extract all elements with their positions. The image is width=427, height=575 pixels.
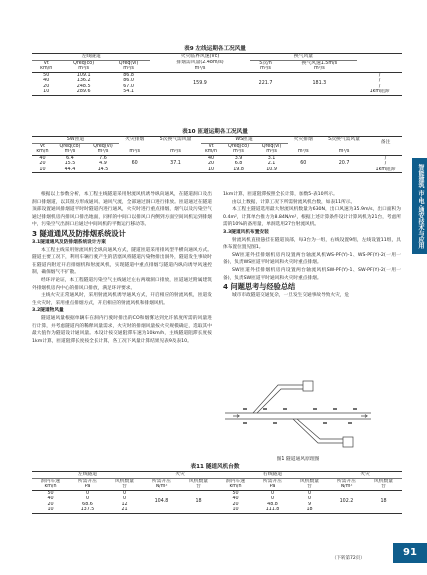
page-number: 91 [393, 543, 427, 563]
table11 [32, 471, 402, 514]
table-row: 10 137.5 21 10 111.8 18 [32, 507, 402, 513]
exhaust-room [303, 381, 313, 391]
table9 [32, 53, 402, 96]
table-header-row: SW匝道 火灾排烟 5次换气需风量 WS匝道 火灾排烟 5次换气需风量 备注 [32, 137, 402, 144]
airflow-arrow [233, 415, 367, 418]
table-header-row: Vt Qreq(co) Qreq(vi) Vt Qreq(co) Qreq(vi) [39, 143, 282, 149]
table-header-row: Vt Qreq(co) Qreq(vi) 排烟需风量(2.48m/s) 5次/h 换气风速1.5m/s [43, 60, 338, 66]
table-units-row: km/h m³/s m³/s m³/s m³/s m³/s [32, 66, 402, 72]
section-tab [412, 158, 427, 254]
paragraph: 射流风机直接悬挂在隧道顶部，每3台为一组，右线设置9组，左线设置11组，具体布置位置见图1。 [223, 237, 401, 251]
ventilation-schematic-figure [223, 373, 373, 453]
table9-caption: 表9 左线运期各工况风量 [184, 46, 246, 52]
table10-caption: 表10 匝道运期各工况风量 [182, 129, 248, 135]
paragraph: 由以上数据，计算工况下所需射流风机台数，如表11所示。 [232, 199, 356, 205]
paragraph: 城市市政隧道交通复杂，一旦发生交通事故导致火灾，危 [232, 293, 350, 299]
exhaust-room [343, 437, 353, 447]
paragraph: 经环评论证，本工程隧道污染空气主线通过左右两端洞口排放，匝道通过附属建筑外排烟机房内中心的排风口排放，满足环评要求。 [32, 277, 212, 291]
continued-note: （下转第72页） [332, 556, 365, 561]
paragraph: SW匝道外挂排烟机房内设置两台轴流风机WS-PF(Y)-1、WS-PF(Y)-2(一用一备)，负责WS匝道平时通风和火灾时重点排烟。 [223, 252, 401, 266]
table-row: 10 44.4 14.5 10 19.8 10.9 1km阻滞 [32, 167, 402, 173]
table-row: 20 15.5 4.9 20 6.8 2.1 / [39, 161, 387, 167]
table-row: 40 6.4 7.6 60 37.1 40 3.9 3.1 60 20.7 / [39, 155, 387, 167]
section-tab-label: 智能建筑 市·电·通安技术与应用 [417, 164, 424, 249]
paragraph: 本工程主线采用射流风机全纵向通风方式，隧道匝道采用排风型半横向通风方式。隧道主要工况下，利用车辆行驶产生的活塞风将隧道污染物排出洞外，隧道发生事故时在隧道内附近开启排烟机和射流风机，实现隧道中重点排烟与隧道内纵向诱导风速控制，确保烟气不扩散。 [32, 247, 212, 276]
table-row: 50 109.1 86.8 159.9 221.7 181.3 / [43, 72, 381, 86]
table-row: 20 68.6 12 20 48.8 9 [47, 501, 312, 507]
figure-caption: 图1 隧道通风原理图 [276, 457, 320, 462]
table-row: 40 136.2 86.0 / [43, 78, 381, 84]
paragraph: 隧道通风量根据单辆车在洞内行驶时排出的CO和烟雾达到允许浓度所需的风量进行计算，并考虑隧道内的稀释风量需求，火灾时的排烟风量按火灾规模确定，选取其中最大值作为隧道设计通风量。本设计按交通阻滞车速为10km/h，主线隧道阻滞长度按1km计算，匝道阻滞长度按全长计算，各工况下风量计算结果见表9及表10。 [32, 315, 212, 344]
table-row: 50 0 0 104.8 18 50 0 0 102.2 18 [47, 490, 387, 504]
table-header-row: 左线隧道 火灾临界风速(Vc) 换气风量 [32, 54, 402, 61]
right-column [223, 191, 401, 300]
paragraph: SW匝道外挂排烟机房内设置两台轴流风机SW-PF(Y)-1、SW-PF(Y)-2(一用一备)，负责SW匝道平时通风和火灾时重点排烟。 [223, 267, 401, 281]
section-heading: 4 问题思考与经验总结 [223, 282, 296, 292]
subsection-heading: 3.3隧道风机布置安装 [223, 229, 269, 235]
subsection-heading: 3.2隧道物风量 [32, 308, 64, 314]
table-header-row: 左线隧道 火灾 右线隧道 火灾 [32, 472, 402, 479]
table-header-row: 洞内车速 所需升压 风机数量 所需升压 风机数量 洞内车速 所需升压 风机数量 所需升压 风机数量 [40, 478, 394, 484]
table-units-row: km/h Pa 台 N/m² 台 km/h Pa 台 N/m² 台 [32, 484, 402, 490]
table-row: 20 248.5 67.0 / [43, 83, 381, 89]
paragraph: 本工程主隧道选用最大射流风机数量为630N，出口风速为35.9m/s，出口面积为0.4m²，计算单台推力为8.84N/m²，根据上述计算条件设计计算风机为21台，考虑所需的10%的备用量，单洞选用27台射流风机。 [223, 207, 401, 228]
section-heading: 3 隧道通风及防排烟系统设计 [32, 228, 126, 238]
paragraph: 主线火灾正常通风时，采用射流风机诱导通风方式，开启相应的射流风机，匝道发生火灾时，采用重点排烟方式，开启相应的射流风机和排烟风机。 [32, 293, 212, 306]
subsection-heading: 3.1隧道通风及防排烟系统设计方案 [32, 239, 106, 245]
table-row: 40 0 0 40 0 0 [47, 496, 312, 502]
table10 [32, 136, 402, 173]
left-column [32, 191, 212, 345]
ramp-line [293, 419, 343, 443]
paragraph: 1km计算，匝道阻滞按照全长计算，加数5-表10所示。 [223, 192, 338, 197]
paragraph: 根据以上参数分析，本工程主线隧道采用射流风机诱导纵向通风，在隧道洞口及出洞口排烟道，以其很方形成通风、通风气流，全部通过洞口进行排放。匝道通过在隧道顶部设置通风排烟道平时时隧道内进行通风，火灾时进行重点排烟，烟气以及污染空气通过排烟机房内排风口排出地面，同样的中间口以排风口内侧到方面空间风机运到排烟中，污染空气出洞口后通过中间风机的平衡运行移动等。 [32, 192, 212, 228]
table-units-row: km/h m³/s m³/s m³/s m³/s km/h m³/s m³/s m³/s m³/s [32, 149, 402, 155]
table-row: 10 289.6 54.1 1km阻滞 [32, 89, 402, 95]
table11-caption: 表11 隧道风机台数 [190, 464, 240, 470]
